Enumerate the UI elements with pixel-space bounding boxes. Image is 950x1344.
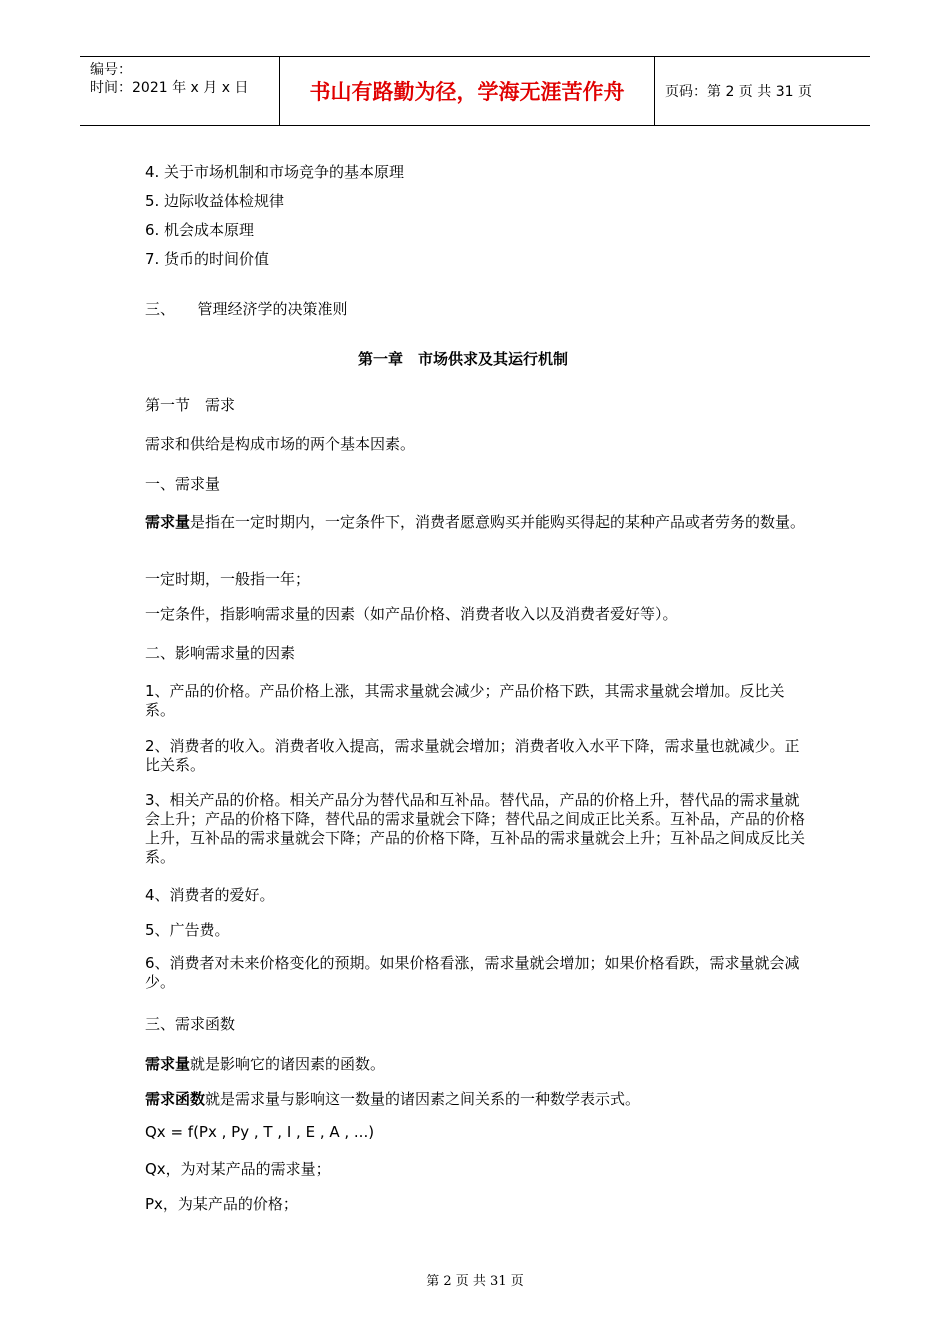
condition-text: 一定条件，指影响需求量的因素（如产品价格、消费者收入以及消费者爱好等）。	[145, 605, 678, 623]
section-heading: 三、 管理经济学的决策准则	[145, 300, 348, 318]
heading-2: 二、影响需求量的因素	[145, 644, 296, 662]
header-page-info: 页码：第 2 页 共 31 页	[665, 84, 812, 100]
px-definition: Px，为某产品的价格；	[145, 1195, 298, 1213]
factor-paragraph: 3、相关产品的价格。相关产品分为替代品和互补品。替代品，产品的价格上升，替代品的需求量就会上升；产品的价格下降，替代品的需求量就会下降；替代品之间成正比关系。互补品，产品的价格上升，互补品的需求量就会下降；产品的价格下降，互补品的需求量就会上升；互补品之间成反比关系。	[145, 791, 806, 866]
heading-1: 一、需求量	[145, 475, 221, 493]
code-label: 编号：	[90, 62, 132, 78]
page-header	[80, 56, 870, 126]
qx-definition: Qx，为对某产品的需求量；	[145, 1160, 331, 1178]
factor-paragraph: 5、广告费。	[145, 921, 230, 939]
list-item: 7. 货币的时间价值	[145, 250, 270, 268]
page-footer: 第 2 页 共 31 页	[426, 1274, 524, 1289]
chapter-title: 第一章 市场供求及其运行机制	[358, 350, 569, 368]
header-motto: 书山有路勤为径，学海无涯苦作舟	[280, 57, 655, 125]
list-item: 6. 机会成本原理	[145, 221, 255, 239]
header-left	[80, 57, 280, 125]
factor-paragraph: 4、消费者的爱好。	[145, 886, 275, 904]
period-text: 一定时期，一般指一年；	[145, 570, 311, 588]
factor-paragraph: 6、消费者对未来价格变化的预期。如果价格看涨，需求量就会增加；如果价格看跌，需求量就会减少。	[145, 954, 800, 991]
intro-text: 需求和供给是构成市场的两个基本因素。	[145, 435, 416, 453]
section-title: 第一节 需求	[145, 396, 236, 414]
list-item: 5. 边际收益体检规律	[145, 192, 285, 210]
definition-paragraph: 需求量是指在一定时期内，一定条件下，消费者愿意购买并能购买得起的某种产品或者劳务的数量。	[145, 513, 806, 531]
factor-paragraph: 2、消费者的收入。消费者收入提高，需求量就会增加；消费者收入水平下降，需求量也就减少。正比关系。	[145, 737, 800, 774]
date-line: 时间：2021 年 x 月 x 日	[90, 80, 249, 96]
function-definition-2: 需求函数就是需求量与影响这一数量的诸因素之间关系的一种数学表示式。	[145, 1090, 641, 1108]
function-definition-1: 需求量就是影响它的诸因素的函数。	[145, 1055, 386, 1073]
heading-3: 三、需求函数	[145, 1015, 236, 1033]
factor-paragraph: 1、产品的价格。产品价格上涨，其需求量就会减少；产品价格下跌，其需求量就会增加。反比关系。	[145, 682, 785, 719]
formula: Qx = f(Px , Py , T , I , E , A , ...)	[145, 1123, 375, 1141]
list-item: 4. 关于市场机制和市场竞争的基本原理	[145, 163, 405, 181]
